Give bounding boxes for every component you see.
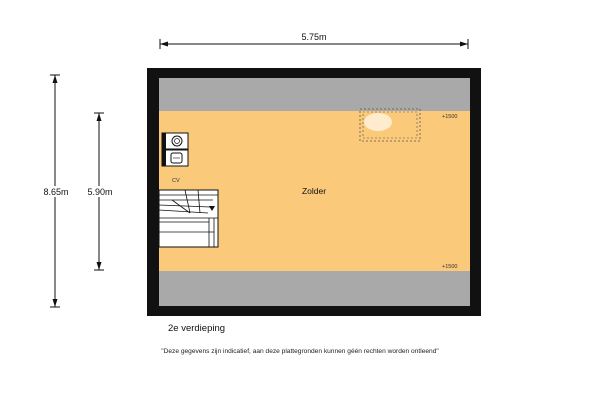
disclaimer-text: "Deze gegevens zijn indicatief, aan deze plattegronden kunnen géén rechten worden ontleend": [161, 348, 439, 355]
level-marker-top: +1500: [442, 114, 458, 120]
dryer-icon: [162, 150, 188, 166]
inner-height-label: 5.90m: [87, 187, 113, 197]
washing-machine-icon: [162, 133, 188, 149]
level-marker-bottom: +1500: [442, 264, 458, 270]
width-label: 5.75m: [301, 32, 327, 42]
attic-room-label: Zolder: [301, 186, 327, 196]
floor-name: 2e verdieping: [168, 323, 226, 334]
staircase-icon: [159, 190, 218, 247]
outer-height-label: 8.65m: [43, 187, 69, 197]
cv-label: CV: [172, 178, 180, 184]
